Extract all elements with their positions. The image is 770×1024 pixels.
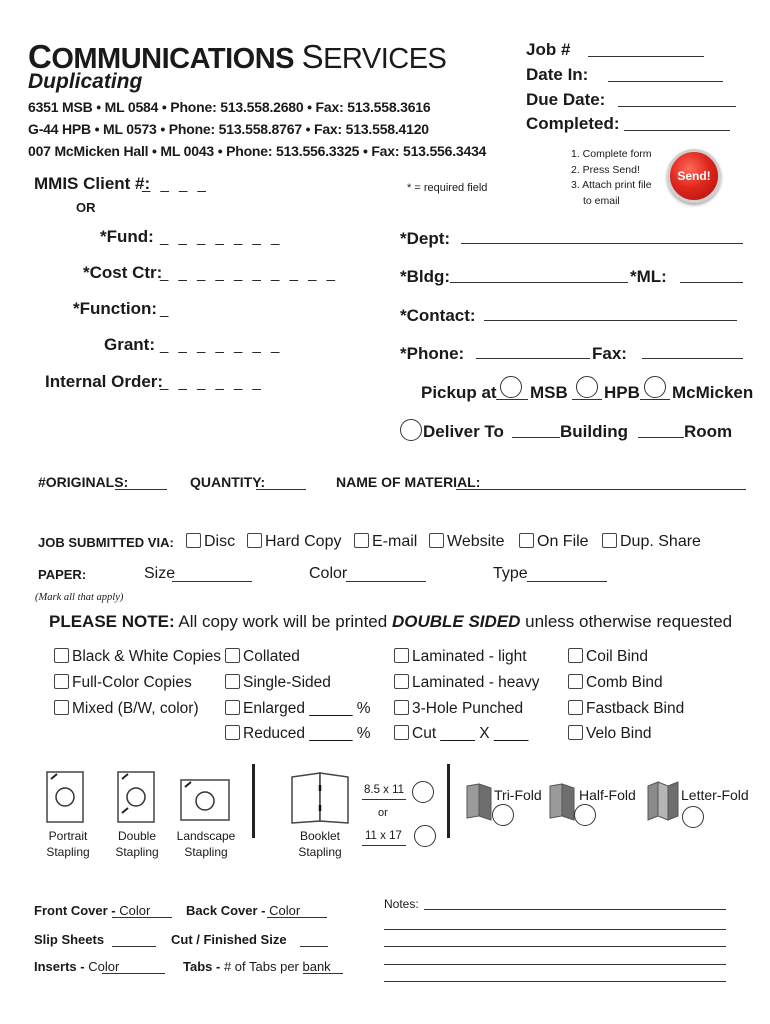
address-hpb: G-44 HPB • ML 0573 • Phone: 513.558.8767 • Fax: 513.558.4120 — [28, 121, 429, 137]
paper-type-label: Type — [493, 565, 528, 582]
back-cover-field[interactable] — [267, 917, 327, 918]
paper-color-field[interactable] — [346, 581, 426, 582]
notes-line-1[interactable] — [424, 909, 726, 910]
booklet-stapling-label: Booklet Stapling — [298, 829, 342, 859]
option-coil-bind-checkbox[interactable] — [568, 648, 583, 663]
due-date-label: Due Date: — [526, 90, 606, 109]
fund-field[interactable]: _ _ _ _ _ _ _ — [160, 229, 283, 246]
paper-size-label: Size — [144, 565, 176, 582]
notes-line-4[interactable] — [384, 964, 726, 965]
option-full-color-checkbox[interactable] — [54, 674, 69, 689]
fund-label: *Fund: — [100, 227, 154, 246]
instruction-step-3: 3. Attach print file — [571, 179, 652, 191]
via-dupshare-checkbox[interactable] — [602, 533, 617, 548]
via-website-option[interactable] — [429, 533, 505, 551]
phone-label: *Phone: — [400, 344, 465, 363]
building-field[interactable] — [512, 437, 560, 438]
option-laminated-light-checkbox[interactable] — [394, 648, 409, 663]
building-label: Building — [560, 422, 628, 441]
internal-order-label: Internal Order: — [45, 372, 164, 391]
half-fold-radio[interactable] — [574, 804, 596, 826]
room-field[interactable] — [638, 437, 684, 438]
ml-field[interactable] — [680, 282, 743, 283]
cut-finished-size-label: Cut / Finished Size — [171, 932, 287, 947]
portrait-stapling-label: Portrait Stapling — [46, 829, 90, 859]
front-cover-text: Front Cover - — [34, 903, 116, 918]
tabs-label — [183, 959, 331, 974]
pickup-mcmicken-radio[interactable] — [644, 376, 666, 398]
tabs-field[interactable] — [303, 973, 343, 974]
option-reduced[interactable] — [225, 725, 371, 743]
via-website-label: Website — [447, 533, 505, 550]
job-number-field[interactable] — [588, 56, 704, 57]
tabs-count-text: # of Tabs per bank — [223, 959, 331, 974]
pickup-hpb-line — [572, 399, 602, 400]
option-mixed-label: Mixed (B/W, color) — [72, 700, 199, 717]
divider-2 — [447, 764, 450, 838]
title-word-1: OMMUNICATIONS — [51, 43, 295, 75]
via-email-label: E-mail — [372, 533, 418, 550]
option-single-sided[interactable] — [225, 674, 331, 692]
letter-fold-icon — [646, 780, 680, 824]
option-collated-checkbox[interactable] — [225, 648, 240, 663]
submitted-via-label: JOB SUBMITTED VIA: — [38, 535, 174, 550]
inserts-label — [34, 959, 119, 974]
via-email-option[interactable] — [354, 533, 417, 551]
divider-1 — [252, 764, 255, 838]
option-full-color-label: Full-Color Copies — [72, 674, 192, 691]
tri-fold-label: Tri-Fold — [494, 787, 542, 803]
title-word-2: ERVICES — [323, 43, 447, 75]
send-button[interactable]: Send! — [667, 149, 721, 203]
via-disc-label: Disc — [204, 533, 236, 550]
contact-field[interactable] — [484, 320, 737, 321]
deliver-to-label: Deliver To — [423, 422, 504, 441]
booklet-stapling-icon[interactable] — [290, 771, 350, 825]
option-3-hole-checkbox[interactable] — [394, 700, 409, 715]
option-enlarged-label: Enlarged _____ % — [243, 700, 371, 717]
fax-label: Fax: — [592, 344, 627, 363]
phone-field[interactable] — [476, 358, 590, 359]
via-email-checkbox[interactable] — [354, 533, 369, 548]
letter-fold-radio[interactable] — [682, 806, 704, 828]
via-onfile-checkbox[interactable] — [519, 533, 534, 548]
option-fastback-bind[interactable] — [568, 700, 684, 718]
via-disc-checkbox[interactable] — [186, 533, 201, 548]
option-enlarged-checkbox[interactable] — [225, 700, 240, 715]
portrait-stapling-icon[interactable] — [46, 771, 88, 825]
via-onfile-label: On File — [537, 533, 589, 550]
paper-size-field[interactable] — [172, 581, 252, 582]
mark-all-note: (Mark all that apply) — [35, 592, 124, 603]
due-date-field[interactable] — [618, 106, 736, 107]
or-label: OR — [76, 200, 96, 215]
option-comb-bind-label: Comb Bind — [586, 674, 663, 691]
size-or-label: or — [378, 807, 388, 819]
paper-color-label: Color — [309, 565, 348, 582]
option-fastback-bind-label: Fastback Bind — [586, 700, 685, 717]
option-fastback-bind-checkbox[interactable] — [568, 700, 583, 715]
option-bw-copies-label: Black & White Copies — [72, 648, 222, 665]
page-subtitle: Duplicating — [28, 70, 143, 93]
option-collated[interactable] — [225, 648, 300, 666]
please-note-emphasis: DOUBLE SIDED — [391, 612, 521, 631]
option-laminated-light[interactable] — [394, 648, 527, 666]
size-11x17-label: 11 x 17 — [365, 830, 402, 842]
option-cut[interactable] — [394, 725, 528, 743]
via-dupshare-label: Dup. Share — [620, 533, 701, 550]
tri-fold-radio[interactable] — [492, 804, 514, 826]
double-stapling-icon[interactable] — [117, 771, 159, 825]
room-label: Room — [684, 422, 733, 441]
option-coil-bind[interactable] — [568, 648, 648, 666]
via-dupshare-option[interactable] — [602, 533, 701, 551]
inserts-color-text: Color — [88, 959, 120, 974]
completed-field[interactable] — [624, 130, 730, 131]
size-8x11-radio[interactable] — [412, 781, 434, 803]
back-cover-label — [186, 903, 300, 918]
instruction-step-2: 2. Press Send! — [571, 163, 640, 176]
via-hardcopy-option[interactable] — [247, 533, 341, 551]
option-laminated-heavy[interactable] — [394, 674, 540, 692]
dept-field[interactable] — [461, 243, 743, 244]
cost-center-label: *Cost Ctr: — [83, 263, 163, 282]
function-label: *Function: — [73, 299, 158, 318]
option-bw-copies[interactable] — [54, 648, 221, 666]
send-instructions — [571, 147, 681, 209]
mmis-client-label: MMIS Client #: — [34, 174, 151, 193]
option-3-hole[interactable] — [394, 700, 523, 718]
option-mixed-checkbox[interactable] — [54, 700, 69, 715]
landscape-stapling-label: Landscape Stapling — [176, 829, 236, 859]
via-disc-option[interactable] — [186, 533, 235, 551]
option-comb-bind-checkbox[interactable] — [568, 674, 583, 689]
pickup-at-label: Pickup at — [421, 383, 497, 402]
address-msb: 6351 MSB • ML 0584 • Phone: 513.558.2680 • Fax: 513.558.3616 — [28, 99, 431, 115]
front-cover-color-text: Color — [119, 903, 151, 918]
option-single-sided-checkbox[interactable] — [225, 674, 240, 689]
originals-label: #ORIGINALS: — [38, 474, 129, 490]
landscape-stapling-icon[interactable] — [180, 779, 232, 823]
date-in-field[interactable] — [608, 81, 723, 82]
instruction-step-3b: to email — [583, 194, 620, 207]
option-full-color[interactable] — [54, 674, 192, 692]
address-mcmicken: 007 McMicken Hall • ML 0043 • Phone: 513.556.3325 • Fax: 513.556.3434 — [28, 143, 487, 159]
quantity-field[interactable] — [256, 489, 306, 490]
option-reduced-checkbox[interactable] — [225, 725, 240, 740]
job-number-label: Job # — [526, 40, 571, 59]
pickup-mcmicken-line — [640, 399, 670, 400]
paper-type-field[interactable] — [527, 581, 607, 582]
size-11x17-line — [362, 845, 406, 846]
half-fold-label: Half-Fold — [579, 787, 636, 803]
grant-label: Grant: — [104, 335, 155, 354]
size-8x11-line — [362, 799, 406, 800]
material-name-label: NAME OF MATERIAL: — [336, 474, 481, 490]
option-laminated-light-label: Laminated - light — [412, 648, 527, 665]
contact-label: *Contact: — [400, 306, 476, 325]
option-velo-bind-label: Velo Bind — [586, 725, 652, 742]
option-mixed[interactable] — [54, 700, 199, 718]
mmis-client-field[interactable]: _ _ _ _ — [142, 176, 209, 193]
bldg-field[interactable] — [450, 282, 628, 283]
required-note: * = required field — [407, 182, 488, 194]
back-cover-color-text: Color — [269, 903, 301, 918]
option-single-sided-label: Single-Sided — [243, 674, 331, 691]
pickup-msb-line — [496, 399, 528, 400]
title-initial-s: S — [301, 38, 324, 75]
notes-line-3[interactable] — [384, 946, 726, 947]
cost-center-field[interactable]: _ _ _ _ _ _ _ _ _ _ — [160, 265, 338, 282]
fax-field[interactable] — [642, 358, 743, 359]
please-note-text-1: All copy work will be printed — [174, 612, 392, 631]
option-velo-bind-checkbox[interactable] — [568, 725, 583, 740]
front-cover-label — [34, 903, 150, 918]
please-note-text-2: unless otherwise requested — [520, 612, 733, 631]
title-initial-c: C — [28, 38, 52, 75]
date-in-label: Date In: — [526, 65, 589, 84]
option-enlarged[interactable] — [225, 700, 371, 718]
pickup-msb-radio[interactable] — [500, 376, 522, 398]
bldg-label: *Bldg: — [400, 267, 451, 286]
tri-fold-icon — [465, 782, 495, 822]
tabs-text: Tabs - — [183, 959, 221, 974]
quantity-label: QUANTITY: — [190, 474, 266, 490]
deliver-to-radio[interactable] — [400, 419, 422, 441]
pickup-msb-label: MSB — [530, 383, 568, 402]
option-cut-checkbox[interactable] — [394, 725, 409, 740]
option-collated-label: Collated — [243, 648, 300, 665]
please-note — [49, 612, 732, 632]
option-comb-bind[interactable] — [568, 674, 663, 692]
option-coil-bind-label: Coil Bind — [586, 648, 649, 665]
double-stapling-label: Double Stapling — [115, 829, 159, 859]
internal-order-field[interactable]: _ _ _ _ _ _ — [160, 374, 264, 391]
front-cover-field[interactable] — [112, 917, 172, 918]
inserts-text: Inserts - — [34, 959, 85, 974]
pickup-mcmicken-label: McMicken — [672, 383, 754, 402]
notes-label: Notes: — [384, 897, 419, 911]
ml-label: *ML: — [630, 267, 667, 286]
dept-label: *Dept: — [400, 229, 451, 248]
notes-line-2[interactable] — [384, 929, 726, 930]
completed-label: Completed: — [526, 114, 620, 133]
slip-sheets-field[interactable] — [112, 946, 156, 947]
pickup-hpb-radio[interactable] — [576, 376, 598, 398]
via-hardcopy-checkbox[interactable] — [247, 533, 262, 548]
letter-fold-label: Letter-Fold — [681, 787, 749, 803]
material-name-field[interactable] — [456, 489, 746, 490]
size-11x17-radio[interactable] — [414, 825, 436, 847]
paper-label: PAPER: — [38, 567, 87, 582]
cut-finished-size-field[interactable] — [300, 946, 328, 947]
notes-line-5[interactable] — [384, 981, 726, 982]
pickup-hpb-label: HPB — [604, 383, 640, 402]
option-bw-copies-checkbox[interactable] — [54, 648, 69, 663]
inserts-field[interactable] — [102, 973, 165, 974]
via-hardcopy-label: Hard Copy — [265, 533, 342, 550]
option-laminated-heavy-checkbox[interactable] — [394, 674, 409, 689]
via-website-checkbox[interactable] — [429, 533, 444, 548]
originals-field[interactable] — [115, 489, 167, 490]
back-cover-text: Back Cover - — [186, 903, 266, 918]
slip-sheets-label: Slip Sheets — [34, 932, 105, 947]
option-velo-bind[interactable] — [568, 725, 652, 743]
grant-field[interactable]: _ _ _ _ _ _ _ — [160, 337, 283, 354]
option-reduced-label: Reduced _____ % — [243, 725, 371, 742]
option-3-hole-label: 3-Hole Punched — [412, 700, 524, 717]
instruction-step-1: 1. Complete form — [571, 148, 652, 160]
size-8x11-label: 8.5 x 11 — [364, 784, 405, 796]
please-note-prefix: PLEASE NOTE: — [49, 612, 175, 631]
function-field[interactable]: _ — [160, 301, 172, 318]
via-onfile-option[interactable] — [519, 533, 589, 551]
option-cut-label: Cut ____ X ____ — [412, 725, 529, 742]
option-laminated-heavy-label: Laminated - heavy — [412, 674, 540, 691]
